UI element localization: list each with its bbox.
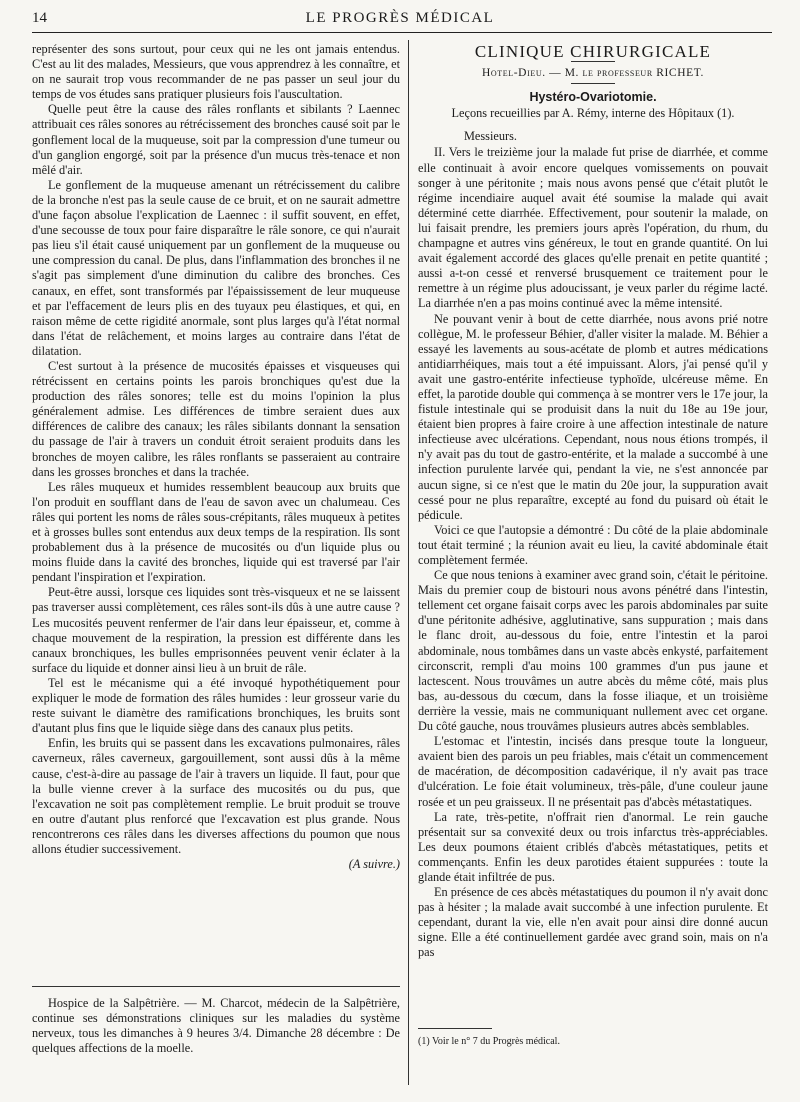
header-rule [32, 32, 772, 33]
journal-title: LE PROGRÈS MÉDICAL [305, 10, 495, 26]
body-paragraph: Tel est le mécanisme qui a été invoqué hypothétiquement pour expliquer le mode de formation des râles humides : leur grosseur varie du reste suivant le diamètre des ramifications bronchiques, les bruits sont d'autant plus fins que le liquide siège dans des canaux plus petits. [32, 675, 400, 736]
hospital-line: Hotel-Dieu. — M. le professeur RICHET. [482, 67, 704, 80]
footnote: (1) Voir le n° 7 du Progrès médical. [418, 1036, 560, 1047]
body-paragraph: Ce que nous tenions à examiner avec grand soin, c'était le péritoine. Mais du premier coup de bistouri nous avons pénétré dans l'intestin, tellement cet organe faisait corps avec les parois abdominales par suite d'une péritonite adhésive, agglutinative, sans suppuration ; mais dans le flanc droit, au-dessous du foie, entre l'intestin et la paroi abdominale, nous tombâmes dans un vaste abcès enkysté, parfaitement circonscrit, rempli d'au moins 100 grammes d'un pus jaune et lactescent. Nous trouvâmes un autre abcès du même côté, mais plus bas, au-dessous du cœcum, dans la fosse iliaque, et un troisième derrière la vessie, mais ne communiquant nullement avec cet organe. Du côté gauche, nous trouvâmes plusieurs autres abcès semblables. [418, 568, 768, 734]
page-header [32, 10, 768, 34]
body-paragraph: Ne pouvant venir à bout de cette diarrhée, nous avons prié notre collègue, M. le professeur Béhier, d'aller visiter la malade. M. Béhier a essayé les lavements au sous-acétate de plomb et autres médications antidiarrhéiques, mais tout a été impuissant. Alors, j'ai pensé qu'il y avait une gastro-entérite infectieuse typhoïde, ulcéreuse même. En effet, la parotide double qui commença à se montrer vers le 17e jour, la fistule intestinale qui se produisit dans la nuit du 18e au 19e jour, étaient bien propres à faire croire à une affection intestinale de nature infectieuse avec ulcérations. Cependant, nous nous étions trompés, il n'y avait pas du tout de gastro-entérite, et la malade a succombé à une infection purulente larvée qui, pendant la vie, ne s'est annoncée par aucun signe, si ce n'est que le matin du 20e jour, la suppuration avait cessé pour ne plus reparaître, excepté au fond du puisard où était le pédicule. [418, 311, 768, 522]
continuation-note: (A suivre.) [348, 857, 400, 872]
salpetriere-notice [32, 996, 400, 1056]
body-paragraph: Peut-être aussi, lorsque ces liquides sont très-visqueux et ne se laissent pas traverser aussi complètement, ces râles sont-ils dûs à une autre cause ? Les mucosités peuvent renfermer de l'air dans leur épaisseur, et, comme à chaque mouvement de la respiration, la pression est différente dans les canaux bronchiques, les bulles emprisonnées peuvent venir éclater à la surface du liquide et donner ainsi lieu à un bruit de râle. [32, 585, 400, 675]
body-paragraph: Les râles muqueux et humides ressemblent beaucoup aux bruits que l'on produit en soufflant dans de l'eau de savon avec un chalumeau. Ces râles qui portent les noms de râles sous-crépitants, râles muqueux à petites et à grosses bulles sont entendus aux deux temps de la respiration. Ils sont probablement dus à la présence de mucosités ou d'un liquide plus ou moins fluide dans la cavité des bronches, liquide qui est traversé par l'air pendant l'inspiration et l'expiration. [32, 479, 400, 585]
lecture-title: Hystéro-Ovariotomie. [529, 90, 657, 105]
body-paragraph: représenter des sons surtout, pour ceux qui ne les ont jamais entendus. C'est au lit des malades, Messieurs, que vous apprendrez à les connaître, et on ne saurait trop vous recommander de ne pas passer un seul jour du temps de vos études sans pratiquer plusieurs fois l'auscultation. [32, 42, 400, 102]
body-paragraph: Enfin, les bruits qui se passent dans les excavations pulmonaires, râles caverneux, râles caverneux, gargouillement, sont aussi dûs à la même cause, c'est-à-dire au passage de l'air à travers un liquide. Il faut, pour que la bulle vienne crever à la surface des mucosités ou du pus, que l'excavation ne soit pas complètement remplie. Le bruit produit se trouve en outre d'autant plus renforcé que l'excavation est plus grande. Nous rencontrerons ces râles dans les diverses affections du poumon que nous allons étudier successivement. [32, 736, 400, 856]
body-paragraph: C'est surtout à la présence de mucosités épaisses et visqueuses qui rétrécissent en certains points les parois bronchiques qu'est due la production des râles sonores; telle est du moins l'opinion la plus généralement admise. Les différences de timbre seraient dues aux différences de calibre des canaux; les râles sibilants donnant la sensation du passage de l'air à travers un conduit étroit seraient produits dans les bronches de moyen calibre, les râles ronflants se passeraient au contraire dans les grosses bronches et dans la trachée. [32, 358, 400, 479]
body-paragraph: La rate, très-petite, n'offrait rien d'anormal. Le rein gauche présentait sur sa convexité deux ou trois infarctus très-appréciables. Les deux poumons étaient criblés d'abcès métastatiques, petits et commençants. Enfin les deux parotides étaient suppurées : toute la glande était infiltrée de pus. [418, 809, 768, 884]
notice-text: Hospice de la Salpêtrière. — M. Charcot, médecin de la Salpêtrière, continue ses démonstrations cliniques sur les maladies du système nerveux, tous les dimanches à 9 heures 3/4. Dimanche 28 décembre : De quelques affections de la moelle. [32, 996, 400, 1056]
column-divider [408, 40, 409, 1085]
notice-rule [32, 986, 400, 987]
body-paragraph: En présence de ces abcès métastatiques du poumon il n'y avait donc pas à hésiter ; la malade avait succombé à une infection purulente. Et cependant, durant la vie, elle n'en avait pour ainsi dire donné aucun signe. Elle a été continuellement gardée avec grand soin, mais on n'a pas [418, 885, 768, 960]
collected-by: Leçons recueillies par A. Rémy, interne des Hôpitaux (1). [451, 106, 735, 121]
body-paragraph: II. Vers le treizième jour la malade fut prise de diarrhée, et comme elle continuait à avoir encore quelques vomissements on pouvait songer à une péritonite ; mais nous avons pensé que c'était plutôt le régime incendiaire auquel avait été soumise la malade qui avait déterminé cette diarrhée. Effectivement, pour soutenir la malade, on lui faisait prendre, les premiers jours après l'opération, du rhum, du champagne et autres vins généreux, le tout en grande quantité. On lui avait également accordé des glaces qu'elle prenait en petite quantité ; aussi a-t-on cessé et renversé brusquement ce traitement pour le remettre à un régime plus adoucissant, je veux parler du régime lacté. La diarrhée n'en a pas moins continué avec la même intensité. [418, 145, 768, 311]
body-paragraph: Voici ce que l'autopsie a démontré : Du côté de la plaie abdominale tout était terminé ; la réunion avait eu lieu, la cavité abdominale était complètement fermée. [418, 522, 768, 567]
left-column [32, 42, 400, 872]
body-paragraph: Le gonflement de la muqueuse amenant un rétrécissement du calibre de la bronche n'est pas la seule cause de ce bruit, et on ne saurait admettre d'une façon absolue l'explication de Laennec : il suffit souvent, en effet, d'une secousse de toux pour faire disparaître le râle sonore, ce qui n'aurait pas lieu s'il était causé uniquement par un gonflement de la muqueuse ou une compression du canal. De plus, dans l'inflammation des bronches il ne s'agit pas simplement d'une diminution du calibre des bronches. Ces canaux, en effet, sont transformés par l'épaississement de leur muqueuse et par l'effacement de leurs plis en des tuyaux peu élastiques, et qui, en raison même de cette rigidité anormale, sont plus larges qu'à l'état normal dans l'état de relâchement, et moins larges au contraire dans l'état de dilatation. [32, 177, 400, 358]
body-paragraph: Quelle peut être la cause des râles ronflants et sibilants ? Laennec attribuait ces râles sonores au rétrécissement des bronches causé soit par le gonflement local de la muqueuse, soit par la compression d'une tumeur ou d'un ganglion engorgé, soit par la présence d'un mucus très-tenace et non mêlé d'air. [32, 102, 400, 177]
salutation: Messieurs. [464, 129, 517, 144]
footnote-rule [418, 1028, 492, 1029]
right-column [418, 42, 768, 961]
section-title: CLINIQUE CHIRURGICALE [474, 42, 712, 61]
page-number: 14 [32, 10, 47, 26]
title-rule [571, 61, 615, 62]
body-paragraph: L'estomac et l'intestin, incisés dans presque toute la longueur, avaient bien des parois un peu friables, mais c'était un commencement de macération, de décomposition cadavérique, il n'y avait pas trace d'ulcération. Le foie était volumineux, très-pâle, d'une couleur jaune rosée et un peu graisseux. Il ne présentait pas d'abcès métastatiques. [418, 734, 768, 809]
subhead-rule [571, 83, 615, 84]
